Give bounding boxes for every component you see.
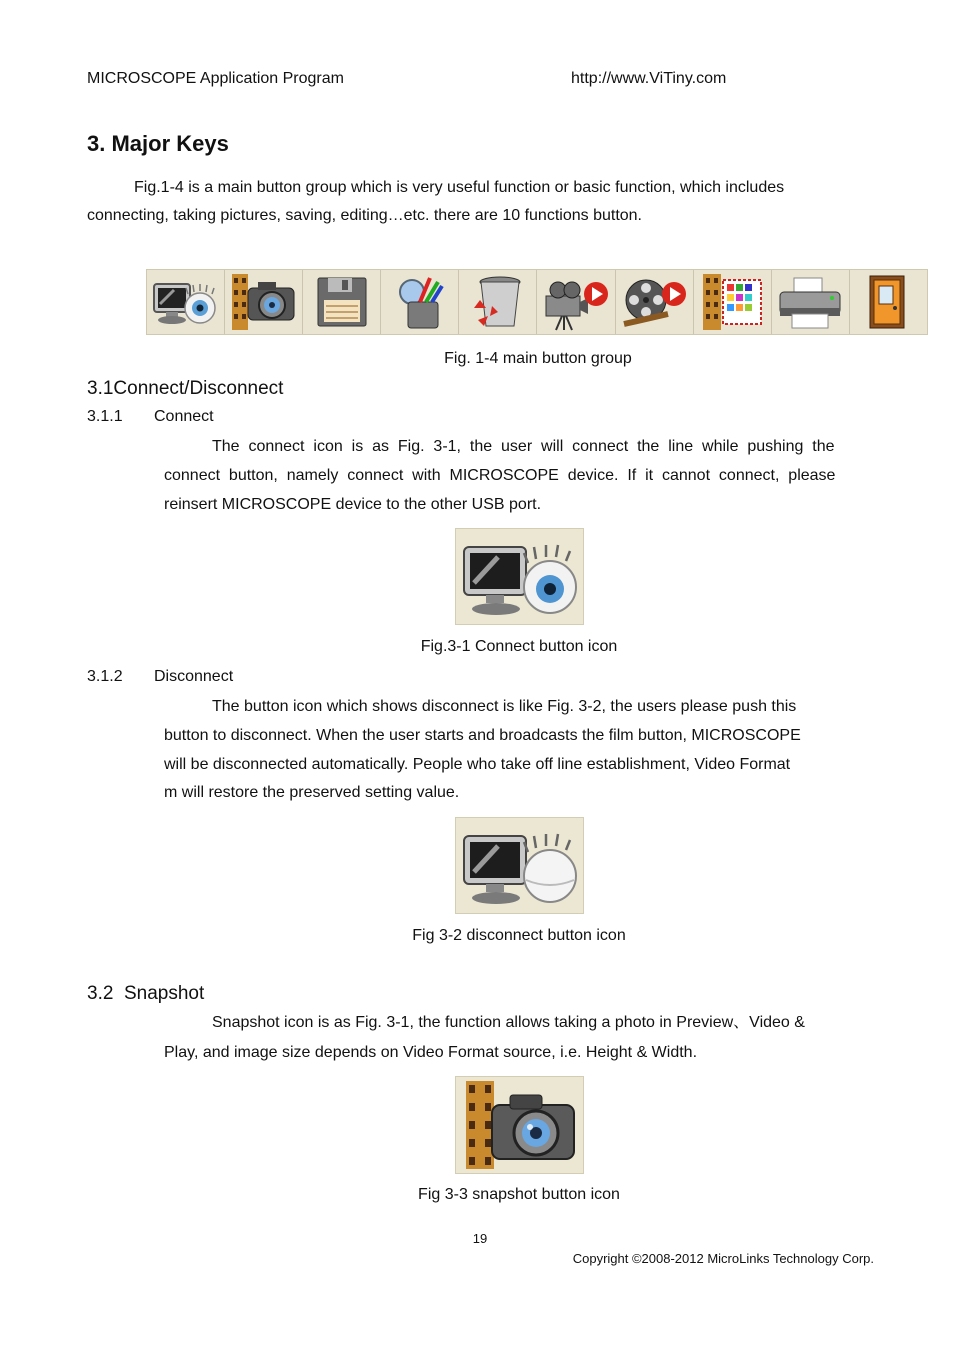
- disconnect-icon-figure: [455, 817, 584, 914]
- subsection-3-1-1-title: Connect: [154, 408, 214, 425]
- disconnect-para-line-1: The button icon which shows disconnect is like Fig. 3-2, the users please push this: [212, 698, 797, 715]
- section-3-1-title: 3.1Connect/Disconnect: [87, 378, 284, 399]
- snapshot-figure-caption: Fig 3-3 snapshot button icon: [418, 1186, 620, 1203]
- page-number: 19: [472, 1231, 488, 1246]
- delete-icon: [459, 270, 537, 334]
- section-title: 3. Major Keys: [87, 131, 229, 156]
- connect-para-line-2: connect button, namely connect with MICROSCOPE device. If it cannot connect, please: [164, 467, 836, 484]
- edit-icon: [381, 270, 459, 334]
- intro-line-1: Fig.1-4 is a main button group which is very useful function or basic function, which includes: [134, 179, 785, 196]
- main-button-group: [146, 269, 928, 335]
- copyright: Copyright ©2008-2012 MicroLinks Technology Corp.: [572, 1251, 874, 1266]
- snapshot-icon: [458, 1079, 582, 1171]
- connect-icon: [147, 270, 225, 334]
- video-record-icon: [537, 270, 615, 334]
- subsection-3-1-1-number: 3.1.1: [87, 408, 123, 425]
- video-play-icon: [616, 270, 694, 334]
- connect-icon-figure: [455, 528, 584, 625]
- snapshot-icon: [225, 270, 303, 334]
- disconnect-figure-caption: Fig 3-2 disconnect button icon: [412, 927, 626, 944]
- disconnect-para-line-3: will be disconnected automatically. People who take off line establishment, Video Format: [164, 756, 791, 773]
- snapshot-para-line-1: Snapshot icon is as Fig. 3-1, the function allows taking a photo in Preview、Video &: [212, 1014, 805, 1031]
- exit-door-icon: [850, 270, 927, 334]
- header-title: MICROSCOPE Application Program: [87, 70, 344, 87]
- disconnect-icon: [460, 822, 580, 910]
- snapshot-para-line-2: Play, and image size depends on Video Format source, i.e. Height & Width.: [164, 1044, 698, 1061]
- subsection-3-1-2-number: 3.1.2: [87, 668, 123, 685]
- image-strip-icon: [694, 270, 772, 334]
- disconnect-para-line-2: button to disconnect. When the user starts and broadcasts the film button, MICROSCOPE: [164, 727, 801, 744]
- connect-figure-caption: Fig.3-1 Connect button icon: [420, 638, 618, 655]
- subsection-3-1-2-title: Disconnect: [154, 668, 234, 685]
- header-url: http://www.ViTiny.com: [571, 70, 727, 87]
- section-3-2-title: 3.2 Snapshot: [87, 983, 205, 1004]
- disconnect-para-line-4: m will restore the preserved setting value.: [164, 784, 460, 801]
- connect-para-line-1: The connect icon is as Fig. 3-1, the user will connect the line while pushing the: [212, 438, 835, 455]
- snapshot-icon-figure: [455, 1076, 584, 1174]
- print-icon: [772, 270, 850, 334]
- save-icon: [303, 270, 381, 334]
- connect-para-line-3: reinsert MICROSCOPE device to the other USB port.: [164, 496, 542, 513]
- toolbar-caption: Fig. 1-4 main button group: [444, 350, 632, 367]
- intro-line-2: connecting, taking pictures, saving, editing…etc. there are 10 functions button.: [87, 207, 642, 224]
- connect-icon: [460, 533, 580, 621]
